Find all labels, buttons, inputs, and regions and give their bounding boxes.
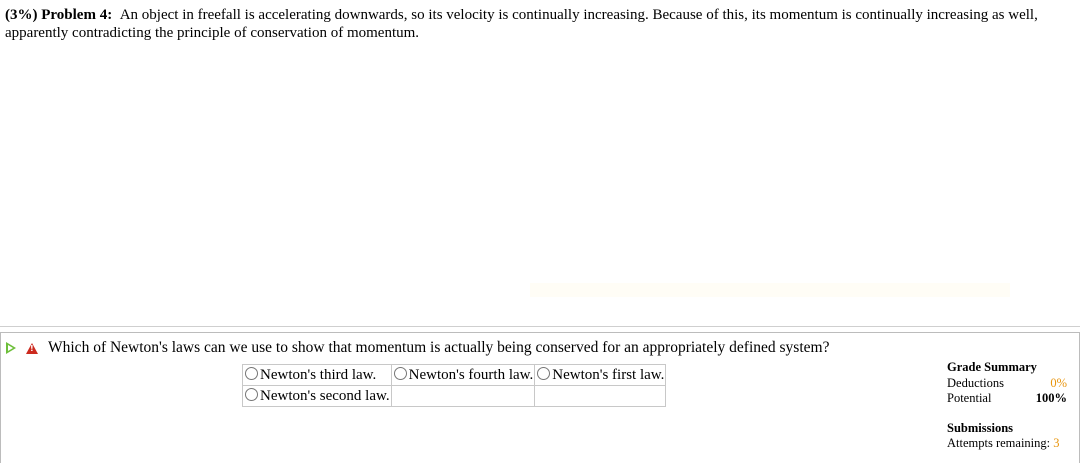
question-text: Which of Newton's laws can we use to show that momentum is actually being conserved for an appropriately defined system?: [48, 339, 830, 356]
divider: [0, 326, 1080, 327]
deductions-label: Deductions: [947, 376, 1004, 390]
radio-button[interactable]: [245, 367, 258, 380]
choice-first-law[interactable]: [535, 365, 666, 386]
radio-button[interactable]: [394, 367, 407, 380]
choice-label: Newton's first law.: [552, 366, 665, 383]
problem-text: An object in freefall is accelerating downwards, so its velocity is continually increasing. Because of this, its momentum is continually increasing as well, apparently contradicting the principle of conservation of momentum.: [5, 7, 1038, 41]
expand-arrow-icon[interactable]: [6, 342, 16, 354]
choice-label: Newton's fourth law.: [408, 366, 534, 383]
grade-summary-title: Grade Summary: [947, 360, 1037, 374]
submissions: [947, 421, 1077, 451]
problem-weight: (3%): [5, 7, 38, 23]
empty-cell: [391, 386, 535, 407]
problem-label: Problem 4:: [41, 7, 113, 23]
potential-label: Potential: [947, 391, 992, 405]
attempts-remaining: [947, 436, 1077, 451]
choice-label: Newton's third law.: [260, 366, 377, 383]
warning-icon: !: [26, 343, 38, 354]
blank-area: [530, 283, 1010, 297]
choice-fourth-law[interactable]: [391, 365, 535, 386]
empty-cell: [535, 386, 666, 407]
grade-summary: [947, 360, 1067, 406]
choice-label: Newton's second law.: [260, 387, 390, 404]
potential-value: 100%: [1035, 391, 1067, 405]
answer-choices: [242, 364, 666, 407]
choice-third-law[interactable]: [243, 365, 392, 386]
problem-statement: [5, 6, 1073, 42]
deductions-value: 0%: [1050, 376, 1067, 390]
deductions-row: [947, 376, 1067, 391]
submissions-title: Submissions: [947, 421, 1014, 435]
attempts-label: Attempts remaining:: [947, 436, 1051, 450]
attempts-count: 3: [1053, 436, 1060, 450]
choice-second-law[interactable]: [243, 386, 392, 407]
radio-button[interactable]: [537, 367, 550, 380]
potential-row: [947, 391, 1067, 406]
radio-button[interactable]: [245, 388, 258, 401]
question-header: [6, 339, 829, 357]
